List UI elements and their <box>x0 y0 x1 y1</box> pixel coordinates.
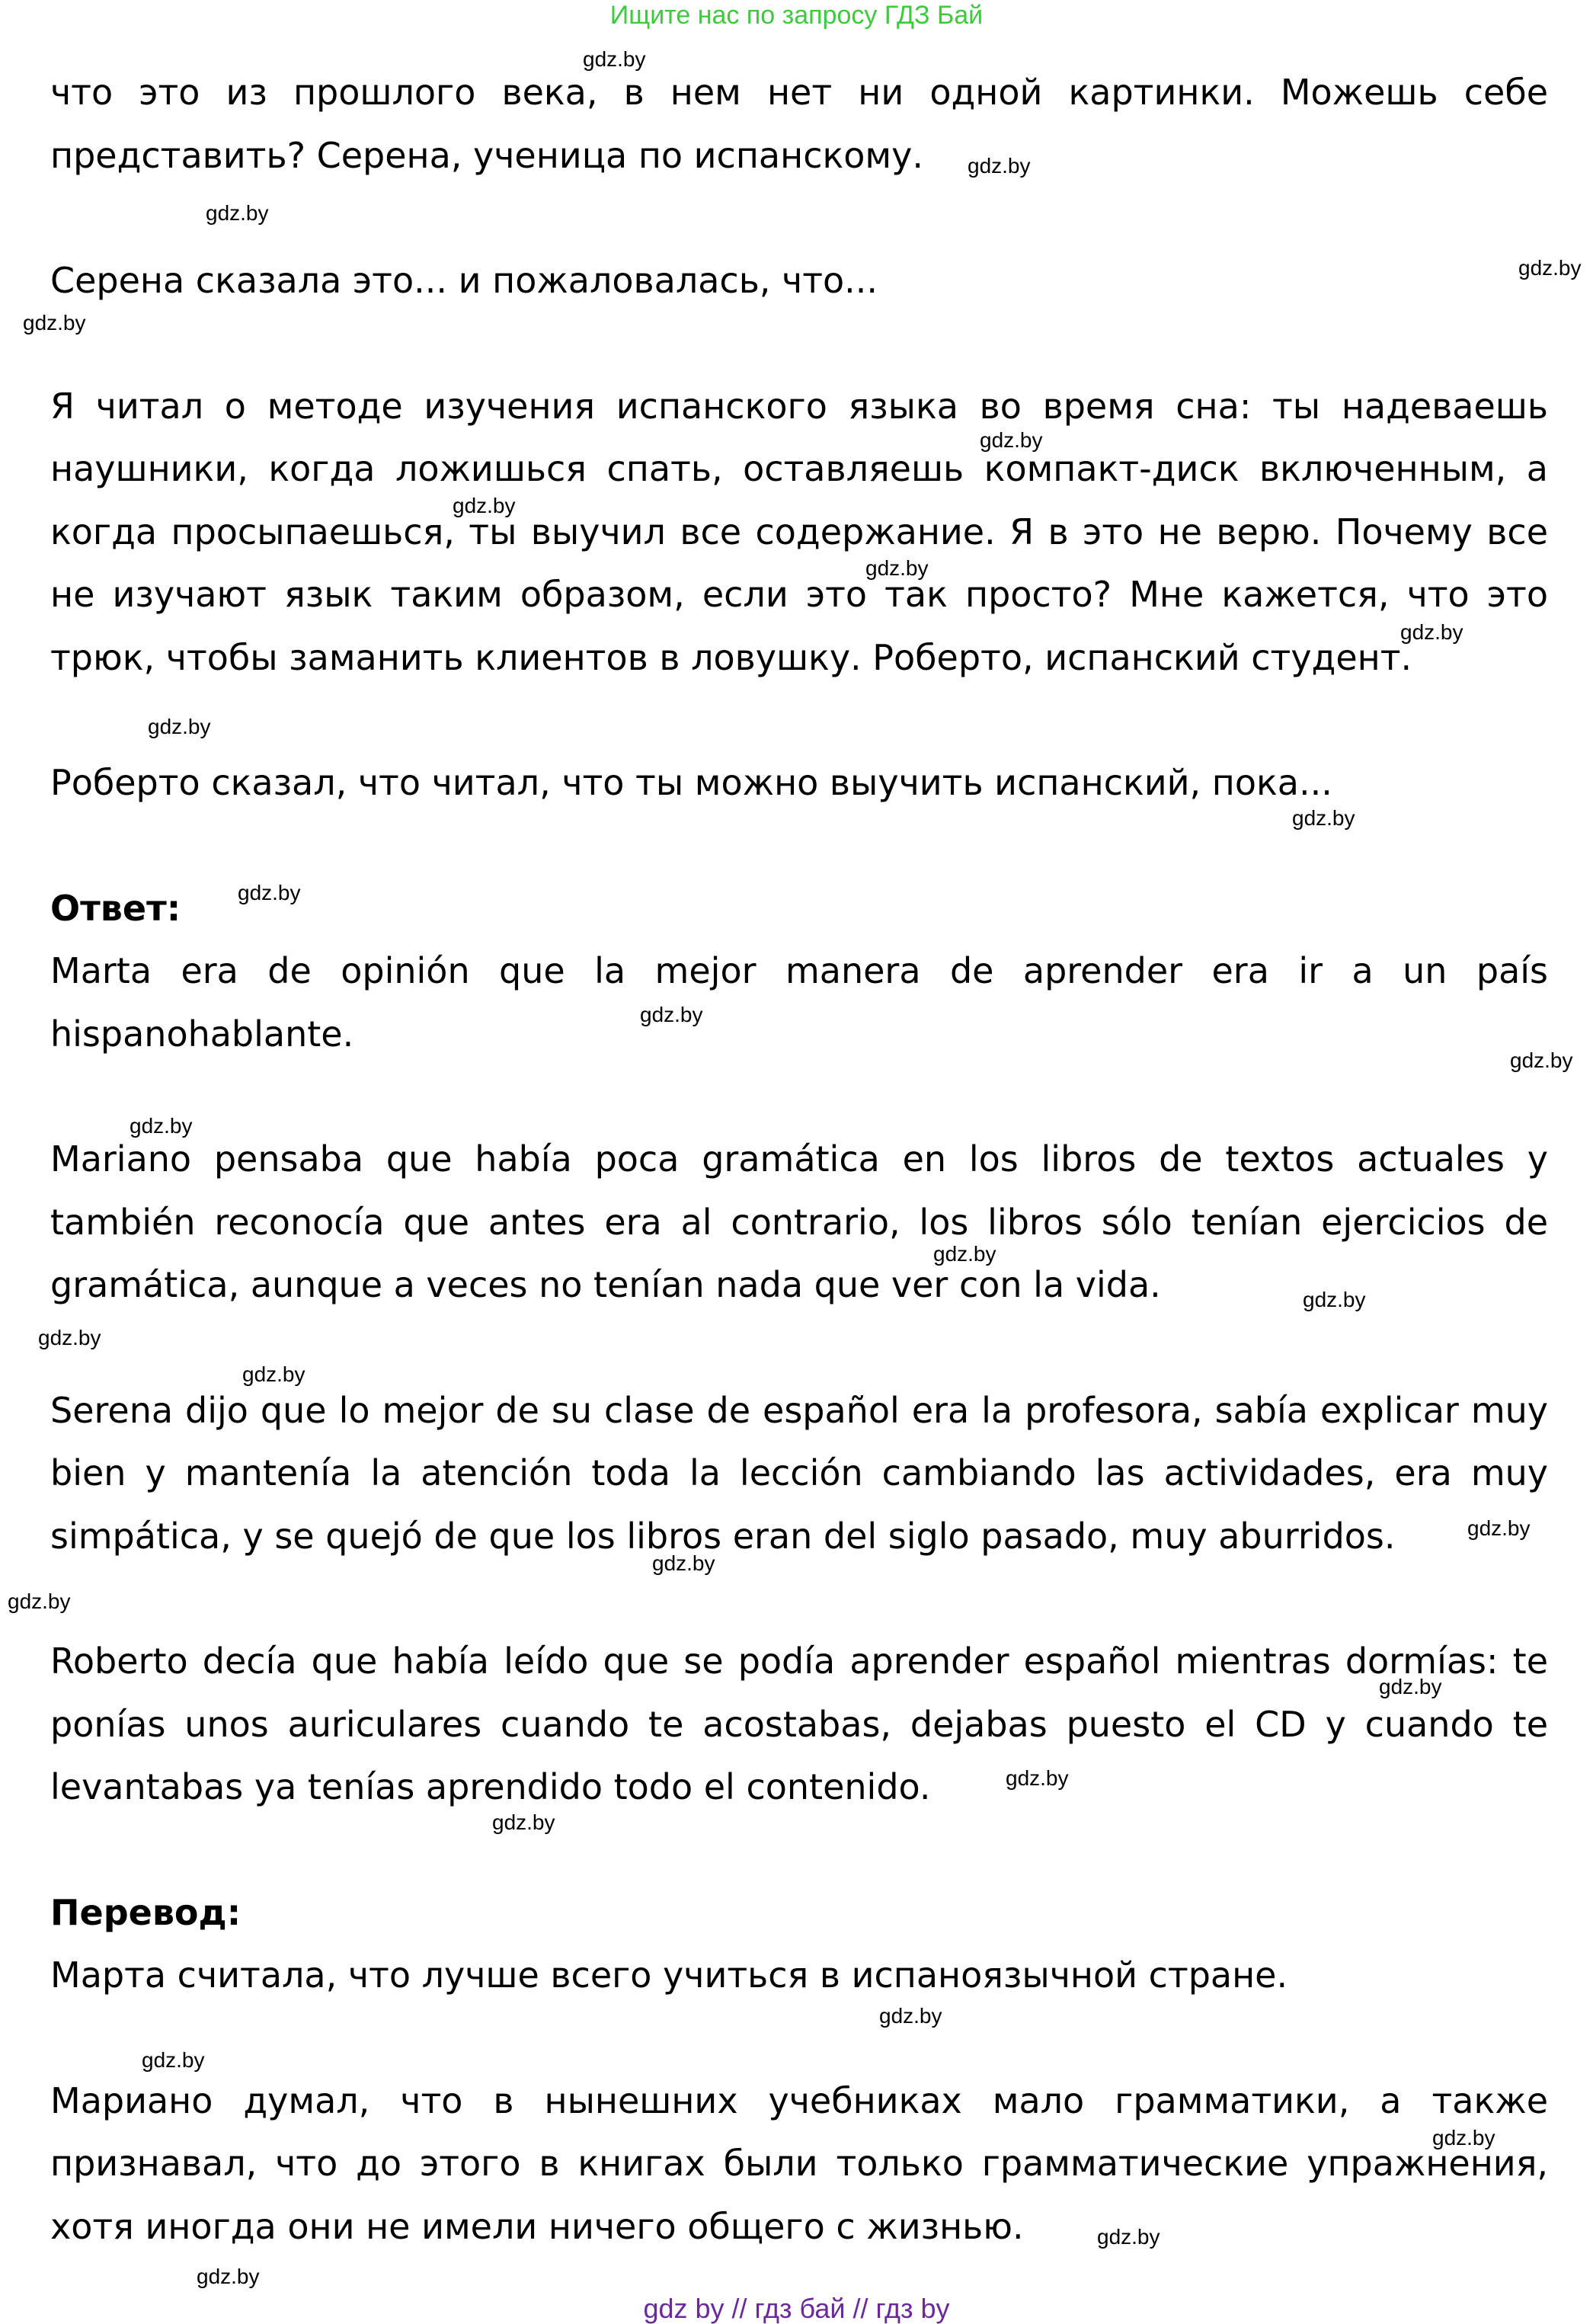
translation-paragraph-mariano: Мариано думал, что в нынешних учебниках мало грамматики, а также признавал, что до этого в книгах были только грамматические упражнения, хотя иногда они не имели ничего общего с жизнью. <box>50 2079 1548 2247</box>
watermark: gdz.by <box>148 715 211 738</box>
translation-heading <box>50 1881 1548 1945</box>
translation-heading-label: Перевод <box>50 1891 227 1933</box>
watermark: gdz.by <box>1006 1766 1069 1790</box>
watermark: gdz.by <box>879 2004 942 2028</box>
answer-heading-colon: : <box>166 887 181 929</box>
footer-banner: gdz by // гдз бай // гдз by <box>643 2293 950 2324</box>
watermark: gdz.by <box>206 201 269 225</box>
watermark: gdz.by <box>1432 2126 1495 2150</box>
answer-paragraph-roberto: Roberto decía que había leído que se podía aprender español mientras dormías: te ponías unos auriculares cuando te acostabas, dejabas puesto el CD y cuando te levantabas ya tenías aprendido todo el contenido. <box>50 1641 1548 1807</box>
answer-paragraph-mariano: Mariano pensaba que había poca gramática en los libros de textos actuales y también reconocía que antes era al contrario, los libros sólo tenían ejercicios de gramática, aunque a veces no tenían nada que ver con la vida. <box>50 1138 1548 1305</box>
watermark: gdz.by <box>130 1114 193 1138</box>
watermark: gdz.by <box>980 428 1043 452</box>
watermark: gdz.by <box>640 1003 703 1026</box>
translation-paragraph-marta: Марта считала, что лучше всего учиться в испаноязычной стране. <box>50 1954 1288 1996</box>
watermark: gdz.by <box>1400 620 1463 644</box>
watermark: gdz.by <box>142 2048 205 2072</box>
watermark: gdz.by <box>1097 2225 1160 2249</box>
watermark: gdz.by <box>492 1810 555 1834</box>
watermark: gdz.by <box>242 1362 305 1386</box>
watermark: gdz.by <box>968 154 1031 178</box>
answer-paragraph-marta: Marta era de opinión que la mejor manera de aprender era ir a un país hispanohablante. <box>50 950 1548 1055</box>
paragraph-roberto-quote: Я читал о методе изучения испанского языка во время сна: ты надеваешь наушники, когда ложишься спать, оставляешь компакт-диск включенным, а когда просыпаешься, ты выучил все содержание. Я в это не верю. Почему все не изучают язык таким образом, если это так просто? Мне кажется, что это трюк, чтобы заманить клиентов в ловушку. Роберто, испанский студент. <box>50 385 1548 678</box>
answer-paragraph-serena: Serena dijo que lo mejor de su clase de español era la profesora, sabía explicar muy bien y mantenía la atención toda la lección cambiando las actividades, era muy simpática, y se quejó de que los libros eran del siglo pasado, muy aburridos. <box>50 1389 1548 1557</box>
watermark: gdz.by <box>1510 1048 1573 1072</box>
watermark: gdz.by <box>652 1551 715 1575</box>
watermark: gdz.by <box>453 494 516 517</box>
watermark: gdz.by <box>8 1589 71 1613</box>
translation-heading-colon: : <box>226 1891 242 1933</box>
watermark: gdz.by <box>197 2265 260 2288</box>
paragraph-serena-quote: что это из прошлого века, в нем нет ни одной картинки. Можешь себе представить? Серена, ученица по испанскому. <box>50 72 1548 176</box>
watermark: gdz.by <box>1379 1675 1442 1698</box>
top-banner: Ищите нас по запросу ГДЗ Бай <box>609 1 984 30</box>
paragraph-serena-reported: Серена сказала это... и пожаловалась, что... <box>50 260 878 301</box>
watermark: gdz.by <box>865 556 929 580</box>
watermark: gdz.by <box>583 47 646 71</box>
watermark: gdz.by <box>1303 1288 1366 1311</box>
paragraph-roberto-reported: Роберто сказал, что читал, что ты можно выучить испанский, пока... <box>50 762 1332 803</box>
document-body <box>50 61 1548 2258</box>
watermark: gdz.by <box>1467 1516 1531 1540</box>
watermark: gdz.by <box>38 1326 101 1349</box>
watermark: gdz.by <box>238 881 301 904</box>
watermark: gdz.by <box>1518 256 1582 280</box>
watermark: gdz.by <box>933 1242 996 1266</box>
answer-heading-label: Ответ <box>50 887 167 929</box>
watermark: gdz.by <box>23 311 86 335</box>
watermark: gdz.by <box>1292 806 1355 830</box>
